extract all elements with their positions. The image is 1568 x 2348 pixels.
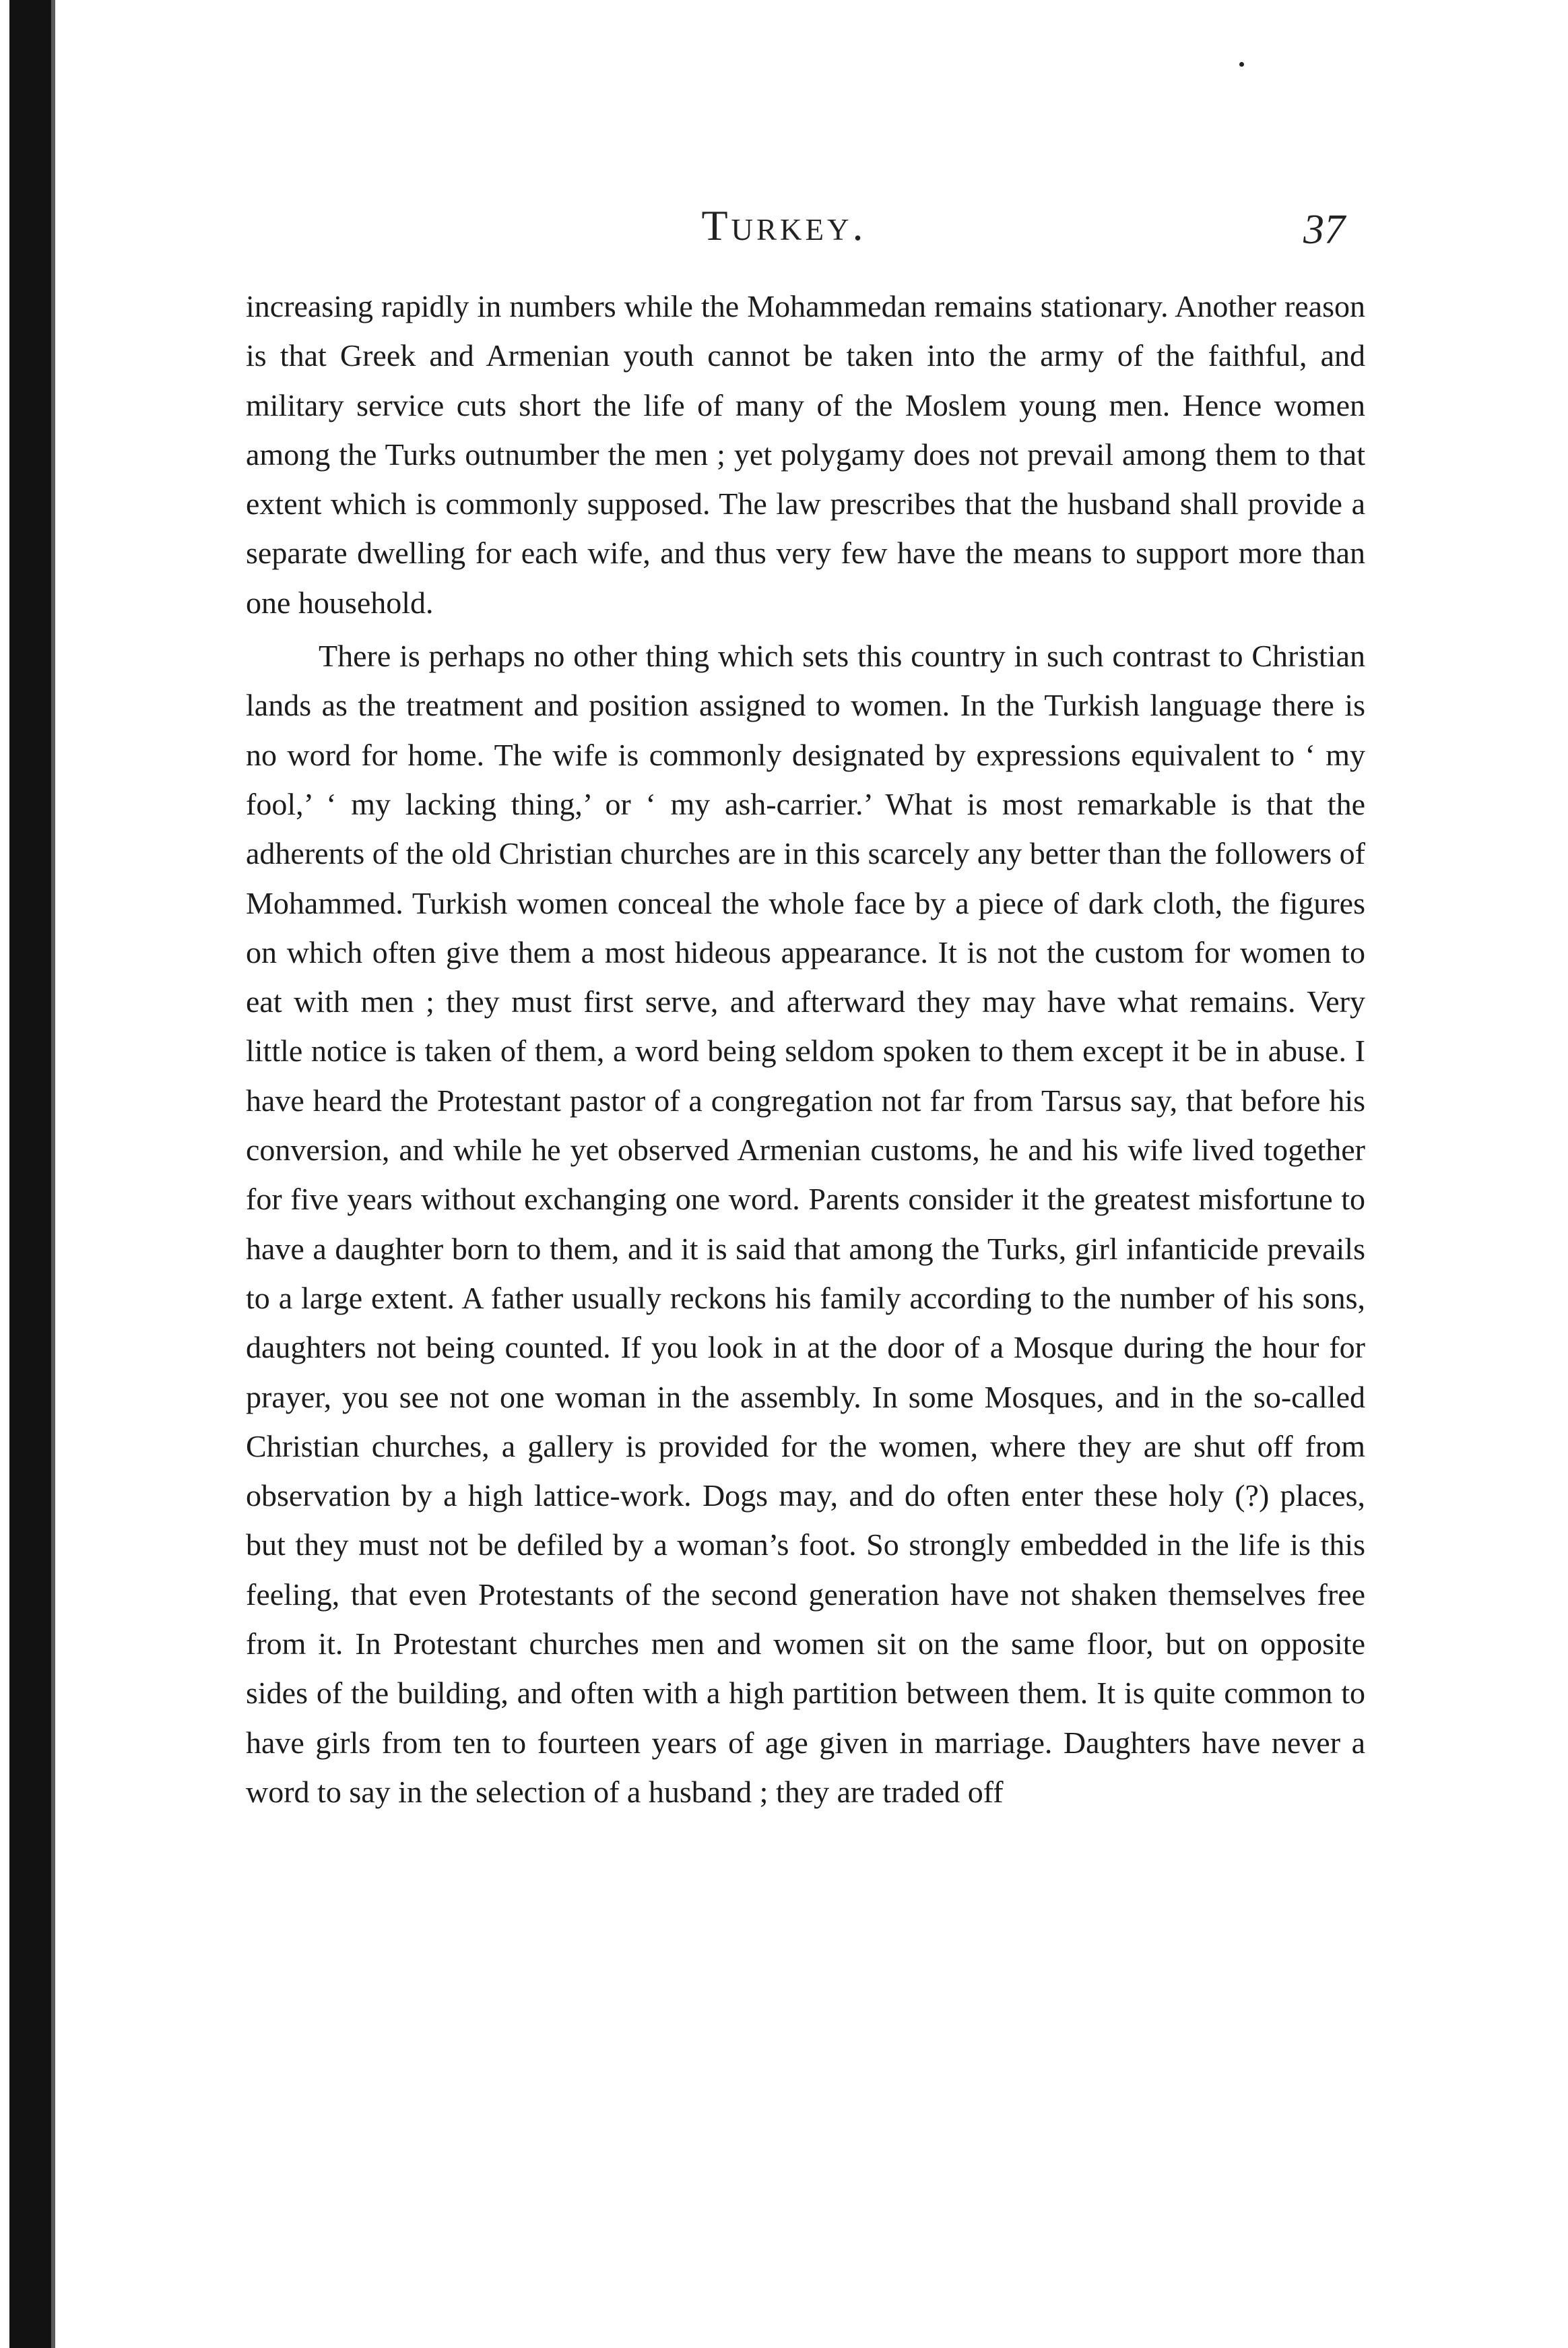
running-title: Turkey. [701,201,867,249]
scan-speck [1239,62,1244,67]
body-text [246,282,1365,1816]
page-number: 37 [1303,207,1345,253]
scan-binding-shadow [51,0,55,2348]
paragraph: increasing rapidly in numbers while the Mohammedan remains stationary. Another reason is that Greek and Armenian youth cannot be taken into the army of the faithful, and military service cuts short the life of many of the Moslem young men. Hence women among the Turks outnumber the men ; yet polygamy does not prevail among them to that extent which is commonly supposed. The law prescribes that the husband shall provide a separate dwelling for each wife, and thus very few have the means to support more than one household. [246,289,1365,620]
paragraph: There is perhaps no other thing which sets this country in such contrast to Christian lands as the treatment and position assigned to women. In the Turkish language there is no word for home. The wife is commonly designated by expressions equivalent to ‘ my fool,’ ‘ my lacking thing,’ or ‘ my ash-carrier.’ What is most remarkable is that the adherents of the old Christian churches are in this scarcely any better than the followers of Mohammed. Turkish women conceal the whole face by a piece of dark cloth, the figures on which often give them a most hideous appearance. It is not the custom for women to eat with men ; they must first serve, and afterward they may have what remains. Very little notice is taken of them, a word being seldom spoken to them except it be in abuse. I have heard the Protestant pastor of a congregation not far from Tarsus say, that before his conversion, and while he yet observed Armenian customs, he and his wife lived together for five years without exchanging one word. Parents consider it the greatest misfortune to have a daughter born to them, and it is said that among the Turks, girl infanticide prevails to a large extent. A father usually reckons his family according to the number of his sons, daughters not being counted. If you look in at the door of a Mosque during the hour for prayer, you see not one woman in the assembly. In some Mosques, and in the so-called Christian churches, a gallery is provided for the women, where they are shut off from observation by a high lattice-work. Dogs may, and do often enter these holy (?) places, but they must not be defiled by a woman’s foot. So strongly embedded in the life is this feeling, that even Protestants of the second generation have not shaken themselves free from it. In Protestant churches men and women sit on the same floor, but on opposite sides of the building, and often with a high partition between them. It is quite common to have girls from ten to fourteen years of age given in marriage. Daughters have never a word to say in the selection of a husband ; they are traded off [246,639,1365,1809]
scan-binding-edge [9,0,51,2348]
